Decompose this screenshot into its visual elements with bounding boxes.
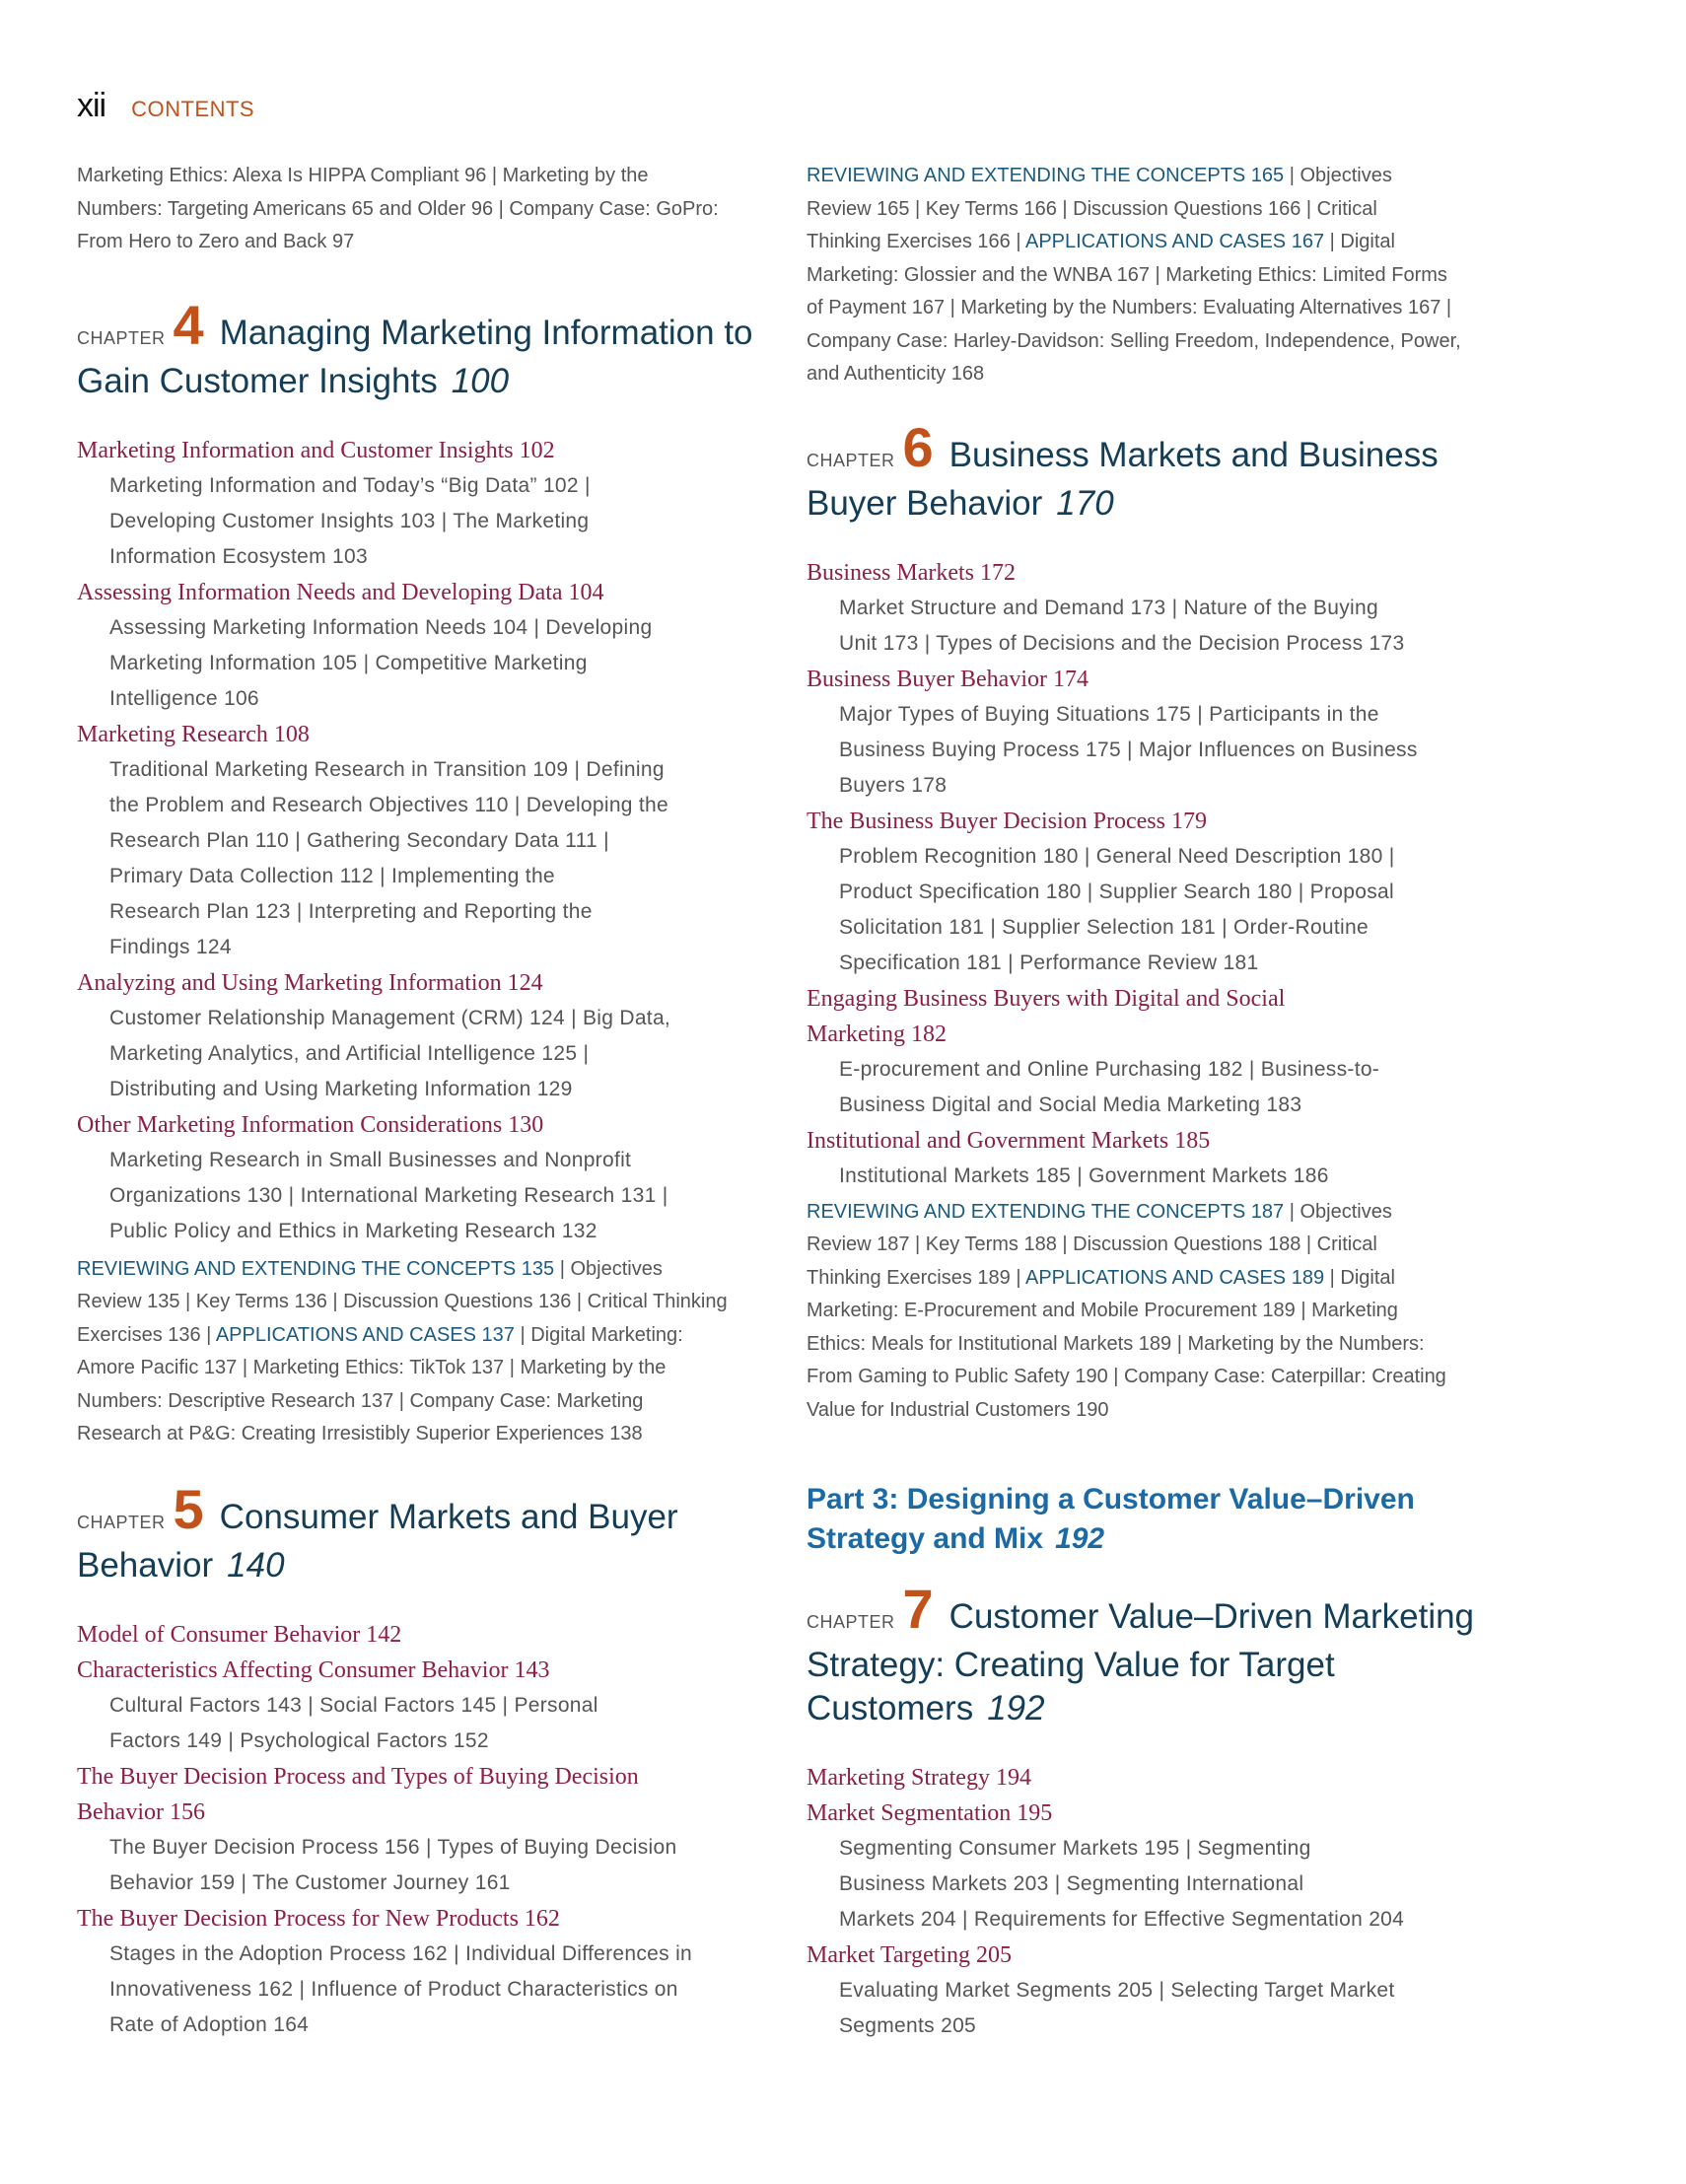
intro-line: From Hero to Zero and Back 97 <box>77 231 355 252</box>
toc-subsection-entry: Public Policy and Ethics in Marketing Research 132 <box>109 1219 597 1242</box>
intro-block <box>77 160 767 259</box>
chapter-heading <box>77 1477 767 1587</box>
chapter-page: 100 <box>451 361 510 400</box>
review-line <box>807 1262 1497 1296</box>
toc-subsection-entry: Business Buying Process 175 | Major Influences on Business <box>839 738 1418 761</box>
chapter-title-line: Consumer Markets and Buyer <box>219 1497 678 1536</box>
review-heading-text: APPLICATIONS AND CASES 137 <box>215 1323 515 1346</box>
part-title-line: Part 3: Designing a Customer Value–Driven <box>807 1483 1415 1515</box>
review-line <box>807 259 1497 293</box>
chapter-7-entries <box>807 1760 1497 2044</box>
review-text: and Authenticity 168 <box>807 363 985 385</box>
toc-subsection-entry: the Problem and Research Objectives 110 | Developing the <box>109 793 669 816</box>
toc-section-entry: Business Buyer Behavior 174 <box>807 666 1089 692</box>
toc-subsection-entry: Primary Data Collection 112 | Implementing the <box>109 864 555 887</box>
toc-section-entry: Institutional and Government Markets 185 <box>807 1127 1211 1154</box>
toc-subsection-entry: Market Structure and Demand 173 | Nature of the Buying <box>839 596 1378 619</box>
toc-subsection-entry: Buyers 178 <box>839 773 948 797</box>
toc-subsection-entry: Factors 149 | Psychological Factors 152 <box>109 1728 489 1752</box>
toc-subsection-entry: Distributing and Using Marketing Information 129 <box>109 1077 573 1100</box>
review-text: | Digital <box>1324 231 1395 252</box>
review-text: Exercises 136 | <box>77 1323 216 1346</box>
intro-line: Marketing Ethics: Alexa Is HIPPA Compliant 96 | Marketing by the <box>77 165 649 186</box>
toc-subsection-entry: Markets 204 | Requirements for Effective Segmentation 204 <box>839 1908 1405 1931</box>
chapter-title-line: Business Markets and Business <box>948 435 1439 474</box>
review-text: | Digital Marketing: <box>514 1323 683 1346</box>
toc-section-entry: Model of Consumer Behavior 142 <box>77 1621 402 1648</box>
toc-subsection-entry: Business Digital and Social Media Marketing 183 <box>839 1092 1302 1116</box>
review-block <box>807 160 1497 391</box>
review-text: Review 135 | Key Terms 136 | Discussion Questions 136 | Critical Thinking <box>77 1291 728 1312</box>
right-column <box>807 160 1497 2044</box>
review-text: Ethics: Meals for Institutional Markets 189 | Marketing by the Numbers: <box>807 1332 1425 1355</box>
toc-subsection-entry: Traditional Marketing Research in Transition 109 | Defining <box>109 757 665 781</box>
review-text: | Objectives <box>1284 165 1392 186</box>
review-heading-text: REVIEWING AND EXTENDING THE CONCEPTS 135 <box>77 1257 555 1280</box>
review-line <box>77 1385 767 1419</box>
toc-subsection-entry: Marketing Research in Small Businesses and Nonprofit <box>109 1148 632 1171</box>
toc-section-entry: Engaging Business Buyers with Digital and Social <box>807 985 1286 1012</box>
toc-subsection-entry: Problem Recognition 180 | General Need Description 180 | <box>839 844 1395 868</box>
review-heading-text: REVIEWING AND EXTENDING THE CONCEPTS 165 <box>807 165 1285 186</box>
chapter-word: CHAPTER <box>77 1512 166 1532</box>
toc-subsection-entry: Unit 173 | Types of Decisions and the Decision Process 173 <box>839 631 1405 655</box>
chapter-number: 4 <box>173 293 204 356</box>
review-text: Thinking Exercises 189 | <box>807 1266 1025 1289</box>
toc-subsection-entry: Specification 181 | Performance Review 181 <box>839 951 1259 974</box>
toc-subsection-entry: Information Ecosystem 103 <box>109 544 368 568</box>
chapter-4 <box>77 293 767 403</box>
toc-section-entry: Market Segmentation 195 <box>807 1800 1053 1826</box>
review-text: Marketing: E-Procurement and Mobile Procurement 189 | Marketing <box>807 1300 1398 1321</box>
review-text: Numbers: Descriptive Research 137 | Company Case: Marketing <box>77 1389 644 1412</box>
review-line <box>807 292 1497 325</box>
toc-subsection-entry: Marketing Information 105 | Competitive Marketing <box>109 651 588 674</box>
review-line <box>77 1319 767 1353</box>
toc-subsection-entry: Stages in the Adoption Process 162 | Individual Differences in <box>109 1941 693 1965</box>
toc-section-entry: The Business Buyer Decision Process 179 <box>807 808 1207 834</box>
review-line <box>807 1196 1497 1230</box>
chapter-page: 170 <box>1056 483 1114 523</box>
chapter-title-line: Managing Marketing Information to <box>219 313 753 352</box>
review-line <box>807 160 1497 193</box>
toc-subsection-entry: Segments 205 <box>839 2014 977 2037</box>
chapter-6-entries <box>807 555 1497 1194</box>
review-block <box>77 1253 767 1451</box>
toc-subsection-entry: Institutional Markets 185 | Government Markets 186 <box>839 1163 1329 1187</box>
toc-subsection-entry: Solicitation 181 | Supplier Selection 181 | Order-Routine <box>839 915 1369 939</box>
chapter-6 <box>807 415 1497 526</box>
review-line <box>807 193 1497 227</box>
toc-subsection-entry: Organizations 130 | International Marketing Research 131 | <box>109 1183 668 1207</box>
toc-subsection-entry: Intelligence 106 <box>109 686 259 710</box>
toc-subsection-entry: Marketing Information and Today’s “Big Data” 102 | <box>109 473 591 497</box>
review-line <box>807 1361 1497 1394</box>
toc-subsection-entry: Rate of Adoption 164 <box>109 2012 310 2036</box>
review-line <box>77 1286 767 1319</box>
toc-subsection-entry: Innovativeness 162 | Influence of Product Characteristics on <box>109 1977 678 2001</box>
toc-subsection-entry: Product Specification 180 | Supplier Search 180 | Proposal <box>839 880 1394 903</box>
chapter-7 <box>807 1578 1497 1730</box>
review-line <box>807 358 1497 391</box>
toc-subsection-entry: Findings 124 <box>109 935 232 958</box>
review-text: Review 165 | Key Terms 166 | Discussion Questions 166 | Critical <box>807 197 1377 220</box>
toc-subsection-entry: Business Markets 203 | Segmenting International <box>839 1872 1304 1895</box>
chapter-heading <box>807 415 1497 526</box>
toc-subsection-entry: Cultural Factors 143 | Social Factors 145 | Personal <box>109 1693 598 1717</box>
review-heading-text: APPLICATIONS AND CASES 189 <box>1024 1266 1325 1289</box>
chapter-number: 6 <box>902 415 934 478</box>
chapter-title-line: Gain Customer Insights <box>77 361 438 400</box>
review-text: | Objectives <box>1284 1200 1392 1223</box>
review-block <box>807 1196 1497 1428</box>
part-3-heading <box>807 1480 1497 1559</box>
toc-subsection-entry: Major Types of Buying Situations 175 | Participants in the <box>839 702 1379 726</box>
page-header <box>77 87 254 126</box>
review-text: Research at P&G: Creating Irresistibly Superior Experiences 138 <box>77 1423 643 1444</box>
toc-subsection-entry: Research Plan 123 | Interpreting and Reporting the <box>109 899 593 923</box>
chapter-title-line: Customers <box>807 1689 974 1727</box>
review-text: | Objectives <box>554 1257 663 1280</box>
toc-section-entry: Market Targeting 205 <box>807 1942 1013 1968</box>
review-line <box>77 1352 767 1385</box>
review-text: of Payment 167 | Marketing by the Numbers: Evaluating Alternatives 167 | <box>807 297 1452 318</box>
toc-section-entry: Marketing 182 <box>807 1021 947 1047</box>
review-text: Marketing: Glossier and the WNBA 167 | Marketing Ethics: Limited Forms <box>807 263 1447 286</box>
page-number: xii <box>77 87 106 124</box>
toc-subsection-entry: Evaluating Market Segments 205 | Selecting Target Market <box>839 1979 1395 2002</box>
toc-subsection-entry: The Buyer Decision Process 156 | Types of Buying Decision <box>109 1835 677 1859</box>
left-column <box>77 160 767 2043</box>
review-line <box>77 1253 767 1287</box>
chapter-page: 192 <box>987 1689 1045 1727</box>
review-text: From Gaming to Public Safety 190 | Company Case: Caterpillar: Creating <box>807 1366 1446 1387</box>
review-text: | Digital <box>1324 1266 1395 1289</box>
review-line <box>807 1295 1497 1328</box>
toc-section-entry: Assessing Information Needs and Developing Data 104 <box>77 579 604 605</box>
review-text: Thinking Exercises 166 | <box>807 231 1025 252</box>
chapter-heading <box>77 293 767 403</box>
toc-section-entry: Characteristics Affecting Consumer Behavior 143 <box>77 1656 550 1683</box>
review-text: Company Case: Harley-Davidson: Selling Freedom, Independence, Power, <box>807 329 1461 352</box>
review-line <box>77 1418 767 1451</box>
chapter-number: 5 <box>173 1477 204 1540</box>
chapter-5-entries <box>77 1617 767 2043</box>
chapter-heading <box>807 1578 1497 1730</box>
toc-subsection-entry: E-procurement and Online Purchasing 182 | Business-to- <box>839 1057 1380 1081</box>
chapter-title-line: Behavior <box>77 1545 214 1585</box>
review-text: Amore Pacific 137 | Marketing Ethics: TikTok 137 | Marketing by the <box>77 1357 667 1378</box>
toc-subsection-entry: Marketing Analytics, and Artificial Intelligence 125 | <box>109 1041 590 1065</box>
chapter-4-entries <box>77 433 767 1249</box>
intro-line: Numbers: Targeting Americans 65 and Older 96 | Company Case: GoPro: <box>77 197 719 220</box>
chapter-title-line: Strategy: Creating Value for Target <box>807 1646 1335 1684</box>
chapter-5 <box>77 1477 767 1587</box>
toc-section-entry: The Buyer Decision Process and Types of Buying Decision <box>77 1763 639 1790</box>
review-heading-text: APPLICATIONS AND CASES 167 <box>1024 231 1325 252</box>
chapter-word: CHAPTER <box>807 450 895 470</box>
toc-section-entry: Business Markets 172 <box>807 559 1016 586</box>
review-text: Review 187 | Key Terms 188 | Discussion Questions 188 | Critical <box>807 1233 1377 1255</box>
chapter-title-line: Customer Value–Driven Marketing <box>948 1597 1475 1636</box>
toc-section-entry: Analyzing and Using Marketing Information 124 <box>77 969 543 996</box>
chapter-title-line: Buyer Behavior <box>807 483 1043 523</box>
toc-subsection-entry: Behavior 159 | The Customer Journey 161 <box>109 1870 511 1894</box>
toc-section-entry: Behavior 156 <box>77 1798 205 1825</box>
toc-section-entry: Marketing Information and Customer Insights 102 <box>77 437 555 463</box>
review-line <box>807 325 1497 359</box>
chapter-word: CHAPTER <box>807 1612 895 1632</box>
toc-section-entry: Other Marketing Information Considerations 130 <box>77 1111 544 1138</box>
toc-subsection-entry: Segmenting Consumer Markets 195 | Segmenting <box>839 1837 1311 1860</box>
contents-label: CONTENTS <box>131 97 255 121</box>
toc-subsection-entry: Assessing Marketing Information Needs 104 | Developing <box>109 615 653 639</box>
toc-section-entry: Marketing Strategy 194 <box>807 1765 1031 1791</box>
toc-section-entry: The Buyer Decision Process for New Products 162 <box>77 1905 560 1932</box>
chapter-number: 7 <box>902 1578 934 1640</box>
review-text: Value for Industrial Customers 190 <box>807 1398 1109 1421</box>
review-line <box>807 1229 1497 1262</box>
chapter-word: CHAPTER <box>77 327 166 348</box>
review-heading-text: REVIEWING AND EXTENDING THE CONCEPTS 187 <box>807 1200 1285 1223</box>
toc-subsection-entry: Developing Customer Insights 103 | The Marketing <box>109 509 590 532</box>
toc-subsection-entry: Research Plan 110 | Gathering Secondary Data 111 | <box>109 828 609 852</box>
toc-section-entry: Marketing Research 108 <box>77 721 310 747</box>
part-title-line: Strategy and Mix <box>807 1522 1044 1555</box>
part-page: 192 <box>1055 1522 1105 1555</box>
chapter-page: 140 <box>227 1545 285 1585</box>
toc-subsection-entry: Customer Relationship Management (CRM) 124 | Big Data, <box>109 1006 671 1029</box>
review-line <box>807 226 1497 259</box>
review-line <box>807 1328 1497 1362</box>
review-line <box>807 1394 1497 1428</box>
